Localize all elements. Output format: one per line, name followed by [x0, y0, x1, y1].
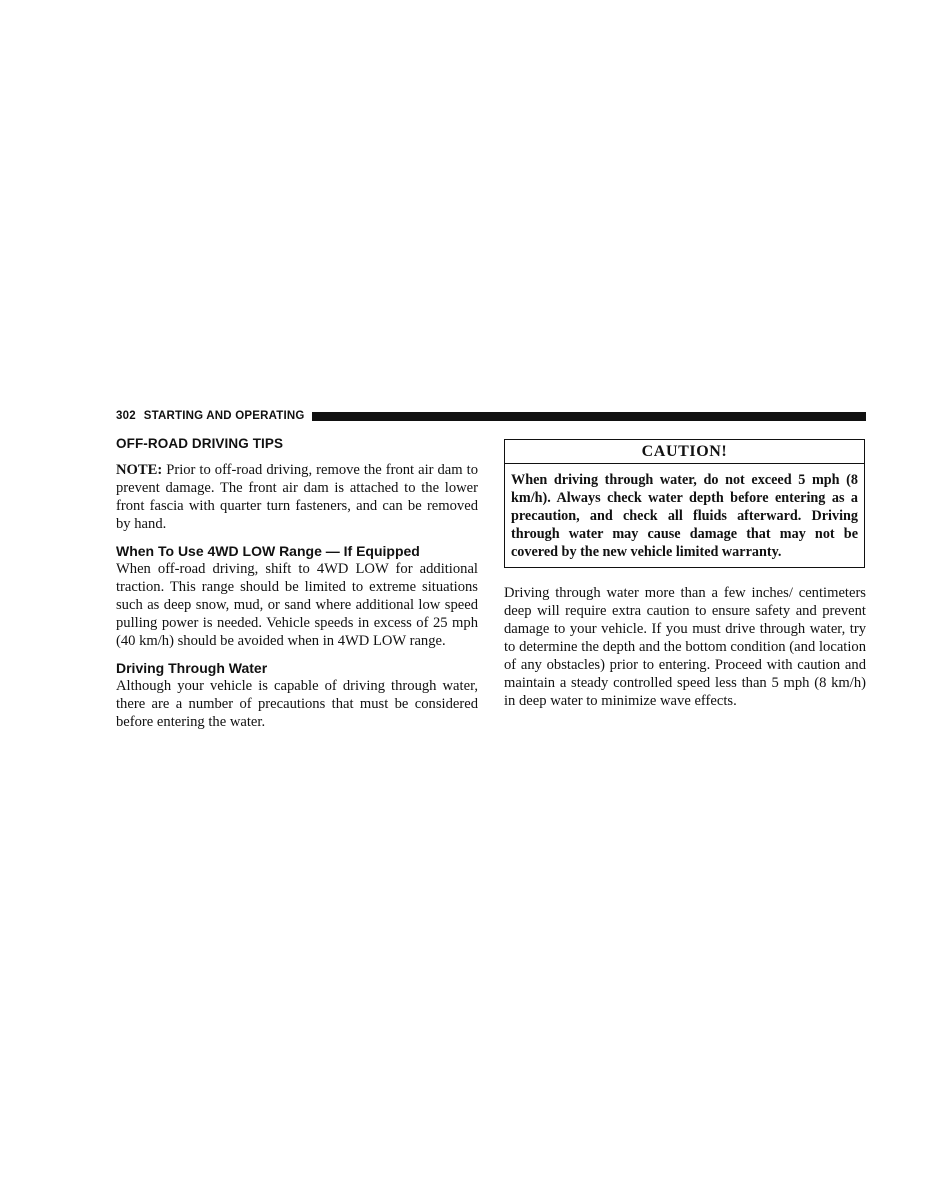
- page-title: OFF-ROAD DRIVING TIPS: [116, 436, 284, 451]
- caution-box: [504, 439, 865, 568]
- page-header: [116, 408, 866, 424]
- note-label: NOTE:: [116, 462, 163, 478]
- caution-text: When driving through water, do not exceed 5 mph (8 km/h). Always check water depth before entering as a precaution, and check all fluids afterward. Driving through water may cause damage that may not be covered by the new vehicle limited warranty.: [511, 472, 858, 560]
- section-text-4wd-low: When off-road driving, shift to 4WD LOW for additional traction. This range should be limited to extreme situations such as deep snow, mud, or sand where additional low speed pulling power is needed. Vehicle speeds in excess of 25 mph (40 km/h) should be avoided when in 4WD LOW range.: [116, 561, 478, 649]
- note-text: Prior to off-road driving, remove the front air dam to prevent damage. The front air dam is attached to the lower front fascia with quarter turn fasteners, and can be removed by hand.: [116, 462, 478, 532]
- section-heading-4wd-low: When To Use 4WD LOW Range — If Equipped: [116, 543, 420, 559]
- section-name: STARTING AND OPERATING: [143, 410, 305, 422]
- section-heading-water: Driving Through Water: [116, 660, 268, 676]
- right-column: [504, 439, 866, 710]
- header-rule: [312, 412, 866, 421]
- page-number: 302: [116, 410, 136, 422]
- caution-title: CAUTION!: [505, 440, 864, 464]
- note-paragraph: [116, 461, 478, 533]
- water-driving-paragraph: Driving through water more than a few inches/ centimeters deep will require extra caution to ensure safety and prevent damage to your vehicle. If you must drive through water, try to determine the depth and the bottom condition (and location of any obstacles) prior to entering. Proceed with caution and maintain a steady controlled speed less than 5 mph (8 km/h) in deep water to minimize wave effects.: [504, 585, 866, 709]
- left-column: [116, 436, 478, 731]
- section-text-water: Although your vehicle is capable of driving through water, there are a number of precautions that must be considered before entering the water.: [116, 678, 478, 730]
